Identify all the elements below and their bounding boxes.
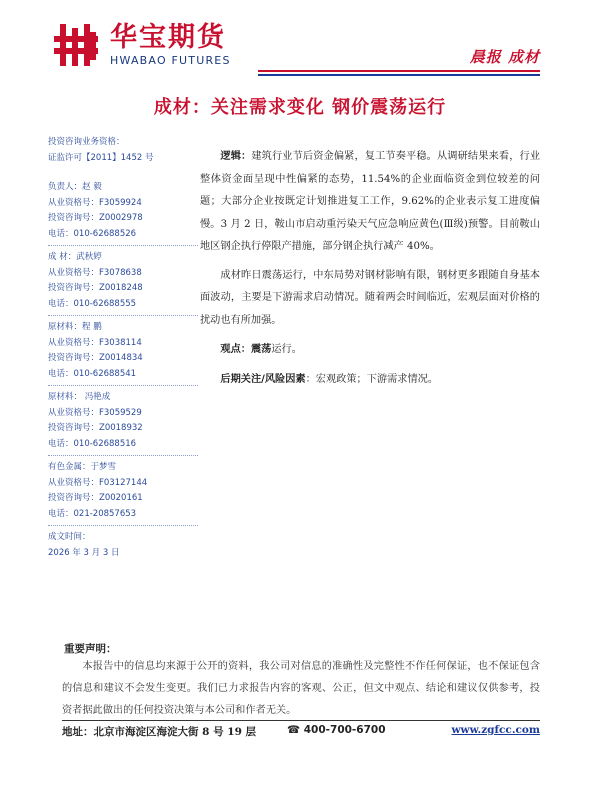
view-value: 震荡 [250, 343, 272, 355]
report-body [200, 145, 540, 397]
page-footer [62, 724, 540, 740]
analyst-consult: 投资咨询号：Z0020161 [48, 493, 143, 503]
analyst-cert: 从业资格号：F3059924 [48, 197, 142, 208]
analyst-cert: 从业资格号：F3078638 [48, 267, 142, 278]
analyst-role: 成 材：武秋婷 [48, 252, 102, 262]
analyst-phone: 电话：021-20857653 [48, 508, 137, 519]
date-label: 成文时间： [48, 532, 91, 542]
analyst-role: 原材料：程 鹏 [48, 322, 102, 332]
footer-rule [62, 720, 540, 721]
disclaimer-heading: 重要声明： [64, 643, 117, 655]
header-blue-rule [258, 74, 540, 76]
analyst-group [48, 320, 218, 382]
hwabao-logo-icon [52, 22, 100, 68]
logic-label: 逻辑： [220, 150, 252, 162]
logic-text: 建筑行业节后资金偏紧，复工节奏平稳。从调研结果来看，行业整体资金面呈现中性偏紧的态势，11.54%的企业面临资金到位较差的问题；大部分企业按既定计划推进复工工作，9.62%的企业表示复工进度偏慢。3 月 2 日，鞍山市启动重污染天气应急响应黄色(Ⅲ级)预警。目前鞍山地区钢企执行停限产措施，部分钢企执行减产 40%。 [200, 151, 541, 252]
analyst-consult: 投资咨询号：Z0014834 [48, 353, 143, 363]
risk-text: ：宏观政策；下游需求情况。 [305, 373, 439, 385]
analyst-phone: 电话：010-62688526 [48, 228, 137, 239]
risk-label: 后期关注/风险因素 [220, 372, 306, 385]
analyst-role: 有色金属：于梦雪 [48, 462, 117, 472]
disclaimer-text: 本报告中的信息均来源于公开的资料，我公司对信息的准确性及完整性不作任何保证，也不保证包含的信息和建议不会发生变更。我们已力求报告内容的客观、公正，但文中观点、结论和建议仅供参考，投资者据此做出的任何投资决策与本公司和作者无关。 [62, 661, 540, 716]
analyst-sidebar [48, 135, 218, 561]
company-logo [52, 22, 262, 68]
logo-chinese-name: 华宝期货 [110, 22, 226, 53]
logo-english-name: HWABAO FUTURES [110, 54, 231, 67]
analyst-cert: 从业资格号：F3038114 [48, 337, 142, 348]
analyst-group [48, 390, 218, 452]
report-title: 成材：关注需求变化 钢价震荡运行 [153, 97, 447, 118]
analyst-group [48, 180, 218, 242]
license-value: 证监许可【2011】1452 号 [48, 152, 154, 163]
view-rest: 运行。 [271, 344, 302, 355]
analyst-consult: 投资咨询号：Z0002978 [48, 213, 143, 223]
view-paragraph [200, 338, 540, 362]
analyst-cert: 从业资格号：F3059529 [48, 407, 142, 418]
footer-address: 地址：北京市海淀区海淀大街 8 号 19 层 [62, 726, 257, 738]
sidebar-divider [48, 245, 198, 246]
analyst-role: 原材料： 冯艳成 [48, 392, 111, 402]
analyst-phone: 电话：010-62688516 [48, 438, 137, 449]
license-label: 投资咨询业务资格： [48, 137, 125, 147]
view-label: 观点： [220, 343, 251, 355]
analyst-phone: 电话：010-62688555 [48, 298, 137, 309]
analyst-group [48, 250, 218, 312]
analyst-phone: 电话：010-62688541 [48, 368, 137, 379]
risk-paragraph [200, 368, 540, 392]
report-type-label: 晨报 成材 [469, 48, 540, 66]
logic-paragraph [200, 145, 540, 259]
sidebar-divider [48, 525, 198, 526]
sidebar-divider [48, 315, 198, 316]
analyst-consult: 投资咨询号：Z0018248 [48, 283, 143, 293]
footer-phone: ☎ 400-700-6700 [287, 724, 386, 736]
sidebar-divider [48, 385, 198, 386]
analyst-consult: 投资咨询号：Z0018932 [48, 423, 143, 433]
sidebar-divider [48, 455, 198, 456]
date-value: 2026 年 3 月 3 日 [48, 547, 120, 558]
market-paragraph: 成材昨日震荡运行，中东局势对钢材影响有限，钢材更多跟随自身基本面波动，主要是下游需求启动情况。随着两会时间临近，宏观层面对价格的扰动也有所加强。 [200, 269, 540, 326]
footer-website-link[interactable]: www.zgfcc.com [451, 724, 540, 736]
header-red-rule [258, 70, 540, 72]
report-header [0, 0, 600, 100]
analyst-group [48, 460, 218, 522]
analyst-role: 负责人：赵 毅 [48, 182, 102, 192]
analyst-cert: 从业资格号：F03127144 [48, 477, 148, 488]
